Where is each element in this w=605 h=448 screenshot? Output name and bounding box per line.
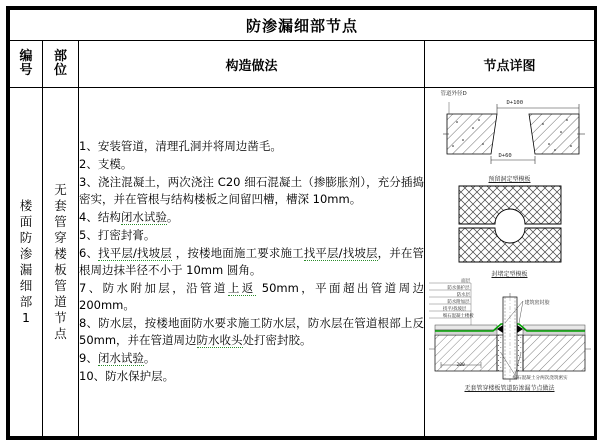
number-char-6: 细 — [19, 278, 33, 293]
cell-position — [43, 88, 79, 437]
column-header-number-char-1: 编 — [19, 49, 33, 65]
figure3-caption: 无套管穿楼板管道防渗漏节点做法 — [464, 385, 555, 392]
figure2-svg — [429, 184, 591, 268]
column-header-method: 构造做法 — [79, 41, 425, 88]
figure3-layer-label: 防水附加层 — [447, 300, 470, 305]
construction-step: 3、浇注混凝土，两次浇注 C20 细石混凝土（掺膨胀剂），充分插捣密实，并在管根与结构楼板之间留凹槽，槽深 10mm。 — [79, 174, 424, 206]
spellcheck-underline: 防水收头 — [196, 333, 243, 348]
column-header-position — [43, 41, 79, 88]
construction-step: 1、安装管道，清理孔洞并将周边凿毛。 — [79, 138, 282, 153]
position-char-9: 节 — [54, 310, 67, 325]
detail-drawings-wrapper — [425, 88, 594, 436]
figure3-layer-label: 面层 — [461, 279, 471, 284]
position-char-7: 管 — [54, 278, 67, 293]
spellcheck-underline: 找坡层 — [342, 245, 378, 260]
number-char-8: 1 — [22, 310, 30, 325]
column-header-number-char-2: 号 — [19, 63, 33, 78]
figure3-layer-label: 防水层 — [456, 293, 470, 298]
figure-node-construction — [427, 279, 593, 392]
position-char-5: 楼 — [54, 246, 67, 261]
figure1-top-dimension: D+100 — [506, 100, 524, 106]
number-char-7: 部 — [19, 294, 33, 309]
spellcheck-underline: 闭水试验 — [97, 351, 144, 366]
construction-step: 7、防水附加层，沿管道上返 50mm，平面超出管道周边 200mm。 — [79, 281, 424, 313]
spellcheck-underline: 找坡层 — [136, 245, 172, 260]
column-header-position-char-1: 部 — [53, 49, 67, 65]
figure3-layer-label: 找平/找坡层 — [442, 307, 467, 312]
construction-step: 9、闭水试验。 — [79, 351, 156, 366]
number-char-3: 防 — [19, 230, 33, 245]
table-header-row — [10, 41, 595, 88]
figure2-caption: 封堵定型模板 — [491, 271, 528, 278]
detail-node-table — [9, 9, 595, 437]
document-sheet — [6, 6, 597, 440]
spellcheck-underline: 上返 — [227, 281, 256, 296]
figure1-bottom-dimension: D+60 — [498, 153, 512, 159]
construction-step: 5、打密封膏。 — [79, 227, 156, 242]
construction-step: 6、找平层/找坡层 ，按楼地面施工要求施工找平层/找坡层，并在管根周边抹半径不小于 10mm 圆角。 — [79, 245, 425, 277]
figure3-layer-label: 防水保护层 — [447, 286, 470, 291]
number-char-1: 楼 — [19, 198, 33, 213]
figure3-layer-label: 细石混凝土楼板 — [442, 314, 474, 319]
construction-step: 4、结构闭水试验。 — [79, 209, 179, 224]
cell-number — [10, 88, 43, 437]
position-char-2: 套 — [54, 198, 67, 213]
position-char-4: 穿 — [54, 230, 67, 245]
table-row — [10, 88, 595, 437]
construction-step: 10、防水保护层。 — [79, 369, 175, 384]
spellcheck-underline: 找平层/找坡层 — [98, 245, 172, 260]
figure3-sealant-label: 建筑密封胶 — [524, 300, 550, 306]
cell-construction-method — [79, 88, 425, 437]
position-char-3: 管 — [54, 214, 67, 229]
position-char-8: 道 — [54, 294, 67, 309]
column-header-position-char-2: 位 — [53, 63, 67, 78]
position-char-10: 点 — [54, 326, 67, 341]
figure3-svg — [427, 279, 593, 383]
figure3-concrete-label: 细石混凝土分两次浇筑密实 — [512, 376, 568, 381]
spellcheck-underline: 找平层/找坡层 — [303, 245, 378, 260]
figure1-pipe-diameter-label: 管道外径D — [440, 91, 467, 97]
construction-steps-list — [79, 138, 424, 385]
vertical-text-position — [43, 182, 78, 342]
page-title: 防渗漏细部节点 — [10, 10, 595, 41]
column-header-detail: 节点详图 — [425, 41, 595, 88]
number-char-5: 漏 — [19, 262, 33, 277]
vertical-text-number — [10, 198, 42, 326]
figure-reserved-hole-formwork — [429, 88, 591, 183]
figure3-dimension-label: 200 — [456, 363, 465, 368]
number-char-2: 面 — [19, 214, 33, 229]
number-char-4: 渗 — [19, 246, 33, 261]
figure-sealing-formwork — [429, 184, 591, 276]
position-char-1: 无 — [54, 182, 67, 197]
figure1-caption: 预留洞定型模板 — [488, 176, 531, 183]
column-header-number — [10, 41, 43, 88]
construction-step: 2、支模。 — [79, 156, 133, 171]
position-char-6: 板 — [54, 262, 67, 277]
spellcheck-underline: 闭水试验 — [120, 209, 167, 224]
cell-detail-drawings — [425, 88, 595, 437]
construction-step: 8、防水层，按楼地面防水要求施工防水层，防水层在管道根部上反 50mm，并在管道周边防水收头处打密封胶。 — [79, 316, 424, 348]
table-title-row — [10, 10, 595, 41]
